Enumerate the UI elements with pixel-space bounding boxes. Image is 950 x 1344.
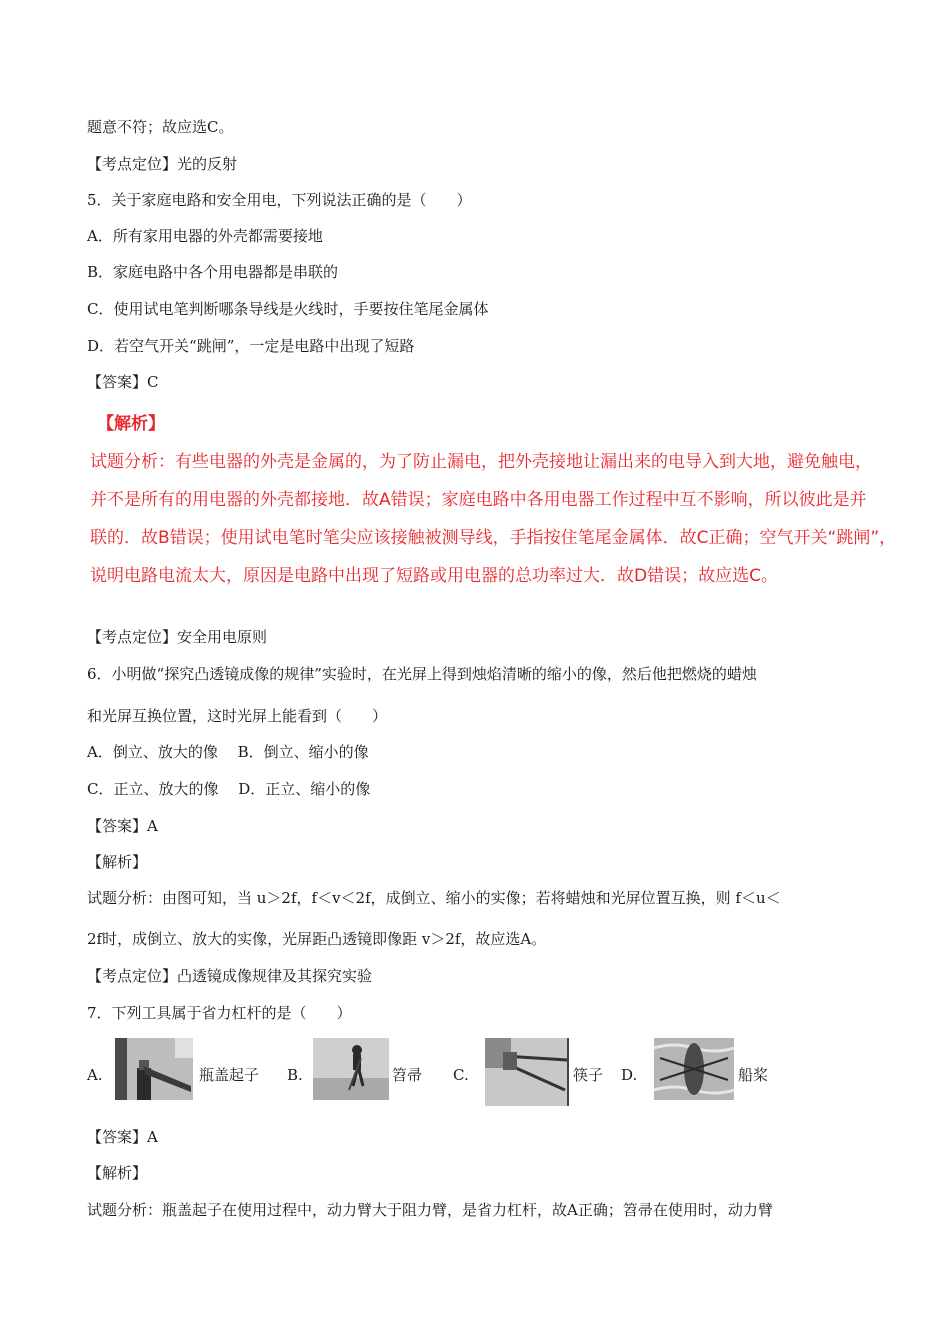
question-6-line-1: 6．小明做“探究凸透镜成像的规律”实验时，在光屏上得到烛焰清晰的缩小的像，然后他把燃烧的蜡烛: [87, 665, 757, 683]
chopsticks-image: [485, 1038, 569, 1106]
q5-analysis-line-1: 试题分析：有些电器的外壳是金属的，为了防止漏电，把外壳接地让漏出来的电导入到大地，避免触电，: [90, 452, 872, 472]
line-conclusion: 题意不符；故应选C。: [87, 118, 234, 136]
q6-analysis-heading: 【解析】: [87, 853, 148, 871]
q6-analysis-line-2: 2f时，成倒立、放大的实像，光屏距凸透镜即像距 v＞2f，故应选A。: [87, 930, 547, 948]
q5-option-b: B．家庭电路中各个用电器都是串联的: [87, 263, 339, 281]
bottle-opener-image: [115, 1038, 193, 1100]
question-5: 5．关于家庭电路和安全用电，下列说法正确的是（ ）: [87, 191, 472, 209]
q5-analysis-line-4: 说明电路电流太大，原因是电路中出现了短路或用电器的总功率过大．故D错误；故应选C。: [90, 566, 778, 586]
q5-analysis-line-3: 联的．故B错误；使用试电笔时笔尖应该接触被测导线，手指按住笔尾金属体．故C正确；空气开关“跳闸”，: [90, 528, 897, 548]
q5-option-d: D．若空气开关“跳闸”，一定是电路中出现了短路: [87, 337, 415, 355]
q7-analysis-heading: 【解析】: [87, 1164, 148, 1182]
q7-option-c-label: 筷子: [573, 1066, 604, 1084]
q7-option-a-letter: A.: [87, 1066, 103, 1084]
q5-option-c: C．使用试电笔判断哪条导线是火线时，手要按住笔尾金属体: [87, 300, 489, 318]
q6-options-ab: A．倒立、放大的像 B．倒立、缩小的像: [87, 743, 369, 761]
q6-knowledge-point: 【考点定位】凸透镜成像规律及其探究实验: [87, 967, 373, 985]
knowledge-point-4: 【考点定位】光的反射: [87, 155, 238, 173]
q7-option-a-label: 瓶盖起子: [199, 1066, 260, 1084]
q6-options-cd: C．正立、放大的像 D．正立、缩小的像: [87, 780, 371, 798]
q7-option-c-letter: C.: [453, 1066, 469, 1084]
q7-analysis-line-1: 试题分析：瓶盖起子在使用过程中，动力臂大于阻力臂，是省力杠杆，故A正确；笤帚在使用时，动力臂: [87, 1201, 773, 1219]
question-6-line-2: 和光屏互换位置，这时光屏上能看到（ ）: [87, 707, 388, 725]
q7-option-d-label: 船桨: [738, 1066, 769, 1084]
q6-answer: 【答案】A: [87, 817, 158, 835]
q5-analysis-heading: 【解析】: [97, 414, 165, 434]
q7-option-b-letter: B.: [287, 1066, 303, 1084]
question-7: 7．下列工具属于省力杠杆的是（ ）: [87, 1004, 352, 1022]
broom-image: [313, 1038, 389, 1100]
oar-image: [654, 1038, 734, 1100]
q6-analysis-line-1: 试题分析：由图可知，当 u＞2f，f＜v＜2f，成倒立、缩小的实像；若将蜡烛和光屏位置互换，则 f＜u＜: [87, 889, 781, 907]
q7-options-row: [87, 1038, 787, 1110]
q7-answer: 【答案】A: [87, 1128, 158, 1146]
q5-knowledge-point: 【考点定位】安全用电原则: [87, 628, 268, 646]
q5-answer: 【答案】C: [87, 373, 159, 391]
q7-option-b-label: 笤帚: [392, 1066, 423, 1084]
q7-option-d-letter: D.: [621, 1066, 638, 1084]
q5-analysis-line-2: 并不是所有的用电器的外壳都接地．故A错误；家庭电路中各用电器工作过程中互不影响，所以彼此是并: [90, 490, 867, 510]
q5-option-a: A．所有家用电器的外壳都需要接地: [87, 227, 323, 245]
